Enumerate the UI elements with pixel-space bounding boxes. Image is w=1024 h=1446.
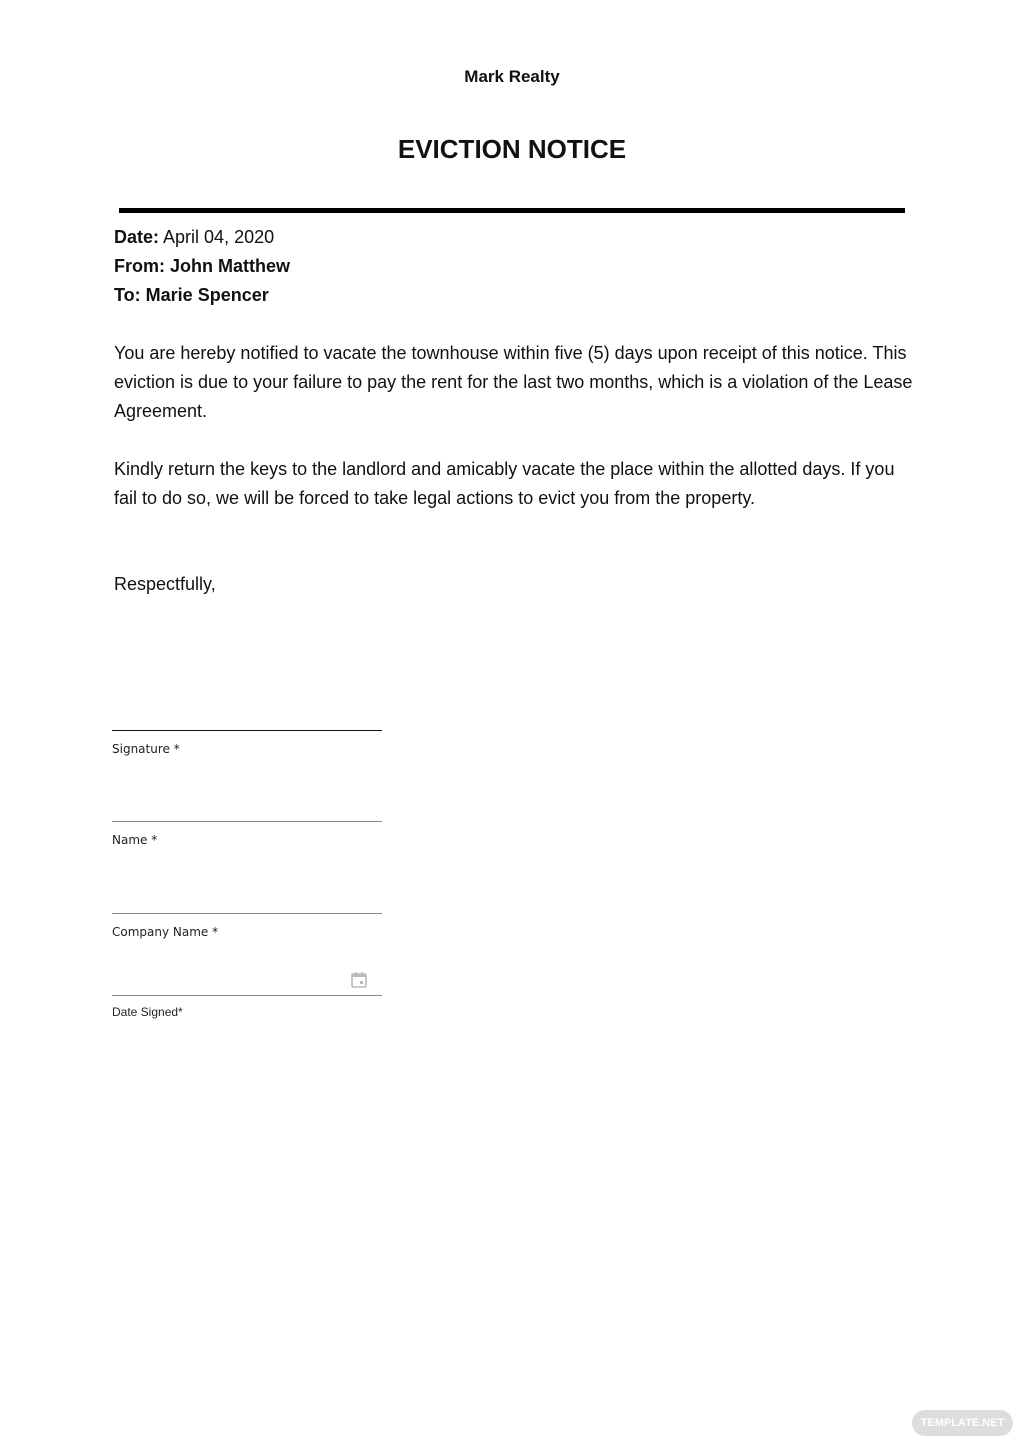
date-signed-field[interactable] <box>112 995 382 996</box>
company-name-field[interactable] <box>112 913 382 914</box>
name-field[interactable] <box>112 821 382 822</box>
name-label: Name * <box>112 833 158 847</box>
company-name-label: Company Name * <box>112 925 219 939</box>
from-label: From: <box>114 256 165 276</box>
company-name: Mark Realty <box>464 67 560 86</box>
to-label: To: <box>114 285 141 305</box>
date-value: April 04, 2020 <box>163 227 275 247</box>
to-value: Marie Spencer <box>145 285 269 305</box>
body-paragraph-1: You are hereby notified to vacate the townhouse within five (5) days upon receipt of this notice. This eviction is due to your failure to pay the rent for the last two months, which is a violation of the Lease Agreement. <box>114 343 913 421</box>
signature-field[interactable] <box>112 730 382 731</box>
title-divider <box>119 208 905 213</box>
date-line <box>114 223 274 252</box>
from-value: John Matthew <box>170 256 291 276</box>
body-paragraph-2: Kindly return the keys to the landlord and amicably vacate the place within the allotted days. If you fail to do so, we will be forced to take legal actions to evict you from the property. <box>114 459 895 508</box>
watermark-badge: TEMPLATE.NET <box>912 1410 1013 1436</box>
to-line <box>114 281 269 310</box>
date-label: Date: <box>114 227 160 247</box>
from-line <box>114 252 290 281</box>
signature-label: Signature * <box>112 742 180 756</box>
calendar-icon[interactable] <box>350 971 368 989</box>
document-title: EVICTION NOTICE <box>397 134 627 164</box>
date-signed-label: Date Signed* <box>112 1005 183 1019</box>
closing: Respectfully, <box>114 574 216 594</box>
